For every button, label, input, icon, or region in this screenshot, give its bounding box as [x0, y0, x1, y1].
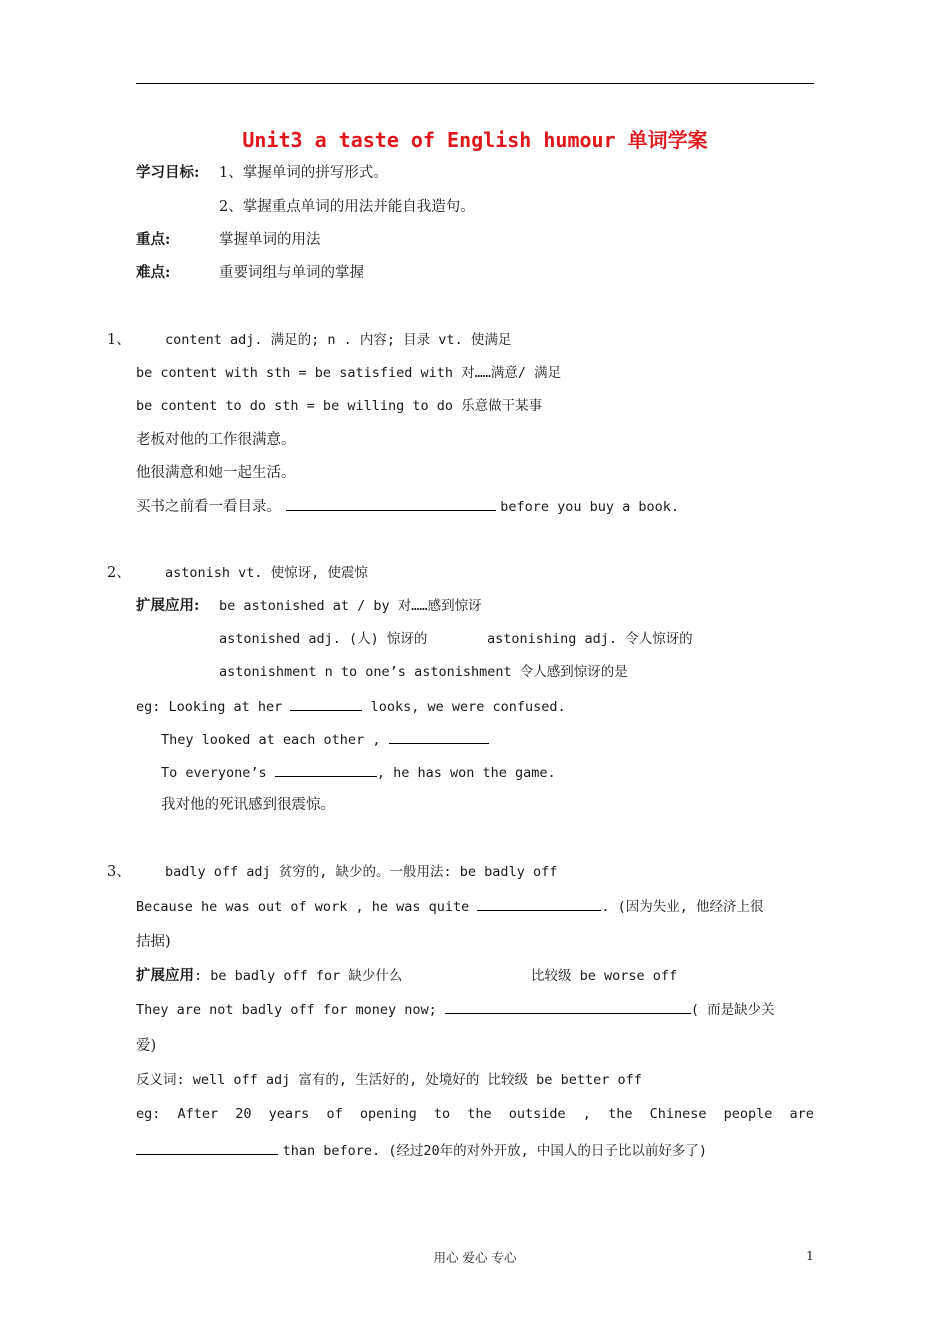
section-3-number: 3、	[107, 864, 131, 880]
header-rule	[136, 83, 814, 84]
fill-blank[interactable]	[445, 999, 691, 1014]
eg-word: outside	[508, 1106, 566, 1122]
section-3-line-3-post: ( 而是缺少关	[690, 1002, 775, 1018]
section-2-ext-label: 扩展应用:	[136, 597, 200, 614]
section-2-eg-4: 我对他的死讯感到很震惊。	[161, 797, 335, 813]
section-1-line-3: 老板对他的工作很满意。	[136, 432, 296, 448]
section-3-antonym: 反义词: well off adj 富有的, 生活好的, 处境好的 比较级 be better off	[136, 1072, 642, 1088]
key-point-text: 掌握单词的用法	[219, 232, 321, 248]
section-1-line-1: be content with sth = be satisfied with 对……满意/ 满足	[136, 365, 562, 381]
eg-word: ,	[582, 1106, 591, 1122]
section-3-eg-post: than before. (经过20年的对外开放, 中国人的日子比以前好多了)	[282, 1143, 708, 1159]
section-3-eg-line-2	[136, 1140, 707, 1161]
page-footer: 用心 爱心 专心	[433, 1250, 517, 1265]
section-2-eg-3-post: , he has won the game.	[376, 765, 556, 781]
difficulty-label: 难点:	[136, 264, 171, 281]
fill-blank[interactable]	[275, 762, 377, 777]
section-2-ext-3: astonishment n to one’s astonishment 令人感到惊讶的是	[219, 664, 628, 680]
section-1-line-5-post: before you buy a book.	[500, 499, 680, 515]
section-3-line-1-wrap: 拮据)	[136, 934, 171, 950]
eg-word: people	[723, 1106, 773, 1122]
objective-2: 2、掌握重点单词的用法并能自我造句。	[219, 199, 475, 215]
section-3-headword: badly off adj 贫穷的, 缺少的。一般用法: be badly off	[165, 864, 558, 880]
fill-blank[interactable]	[136, 1140, 278, 1155]
eg-word: the	[608, 1106, 633, 1122]
section-1-number: 1、	[107, 332, 131, 348]
section-2-eg-1	[136, 696, 566, 717]
section-2-eg-3-pre: To everyone’s	[161, 765, 267, 781]
section-1-headword: content adj. 满足的; n . 内容; 目录 vt. 使满足	[165, 332, 512, 348]
eg-word: are	[789, 1106, 814, 1122]
fill-blank[interactable]	[286, 496, 496, 511]
section-1-line-5-pre: 买书之前看一看目录。	[136, 499, 281, 515]
section-3-ext-text: : be badly off for 缺少什么	[194, 968, 403, 984]
section-3-ext	[136, 966, 402, 986]
section-1-line-2: be content to do sth = be willing to do 乐意做干某事	[136, 398, 543, 414]
eg-word: eg:	[136, 1106, 161, 1122]
section-2-eg-3	[161, 762, 556, 783]
page-number: 1	[806, 1248, 814, 1263]
difficulty-text: 重要词组与单词的掌握	[219, 265, 364, 281]
section-3-line-1-post: . (因为失业, 他经济上很	[601, 899, 764, 915]
section-3-line-3	[136, 999, 775, 1020]
fill-blank[interactable]	[389, 729, 489, 744]
objectives-label: 学习目标:	[136, 164, 200, 181]
section-2-ext-2a: astonished adj. (人) 惊讶的	[219, 631, 428, 647]
section-1-line-5	[136, 496, 679, 517]
section-2-eg-2	[161, 729, 489, 750]
section-3-line-1-pre: Because he was out of work , he was quite	[136, 899, 470, 915]
key-point-label: 重点:	[136, 231, 171, 248]
section-2-eg-1-post: looks, we were confused.	[370, 699, 566, 715]
eg-word: to	[433, 1106, 451, 1122]
page-title: Unit3 a taste of English humour 单词学案	[242, 128, 708, 152]
section-2-eg-2-pre: They looked at each other ,	[161, 732, 381, 748]
section-2-ext-2b: astonishing adj. 令人惊讶的	[487, 631, 693, 647]
section-2-eg-1-pre: eg: Looking at her	[136, 699, 283, 715]
section-3-line-3-pre: They are not badly off for money now;	[136, 1002, 437, 1018]
section-2-headword: astonish vt. 使惊讶, 使震惊	[165, 565, 368, 581]
eg-word: 20	[235, 1106, 252, 1122]
fill-blank[interactable]	[290, 696, 362, 711]
section-3-line-1	[136, 896, 764, 917]
eg-word: Chinese	[649, 1106, 707, 1122]
section-3-ext-compare: 比较级 be worse off	[531, 968, 678, 984]
section-3-line-3-wrap: 爱)	[136, 1038, 157, 1054]
section-3-ext-label: 扩展应用	[136, 967, 194, 984]
eg-word: of	[326, 1106, 343, 1122]
section-3-eg-line	[136, 1104, 814, 1124]
eg-word: the	[467, 1106, 492, 1122]
section-1-line-4: 他很满意和她一起生活。	[136, 465, 296, 481]
eg-word: opening	[359, 1106, 417, 1122]
fill-blank[interactable]	[477, 896, 601, 911]
section-2-number: 2、	[107, 565, 131, 581]
eg-word: years	[268, 1106, 310, 1122]
objective-1: 1、掌握单词的拼写形式。	[219, 165, 388, 181]
eg-word: After	[177, 1106, 219, 1122]
section-2-ext-1: be astonished at / by 对……感到惊讶	[219, 598, 482, 614]
